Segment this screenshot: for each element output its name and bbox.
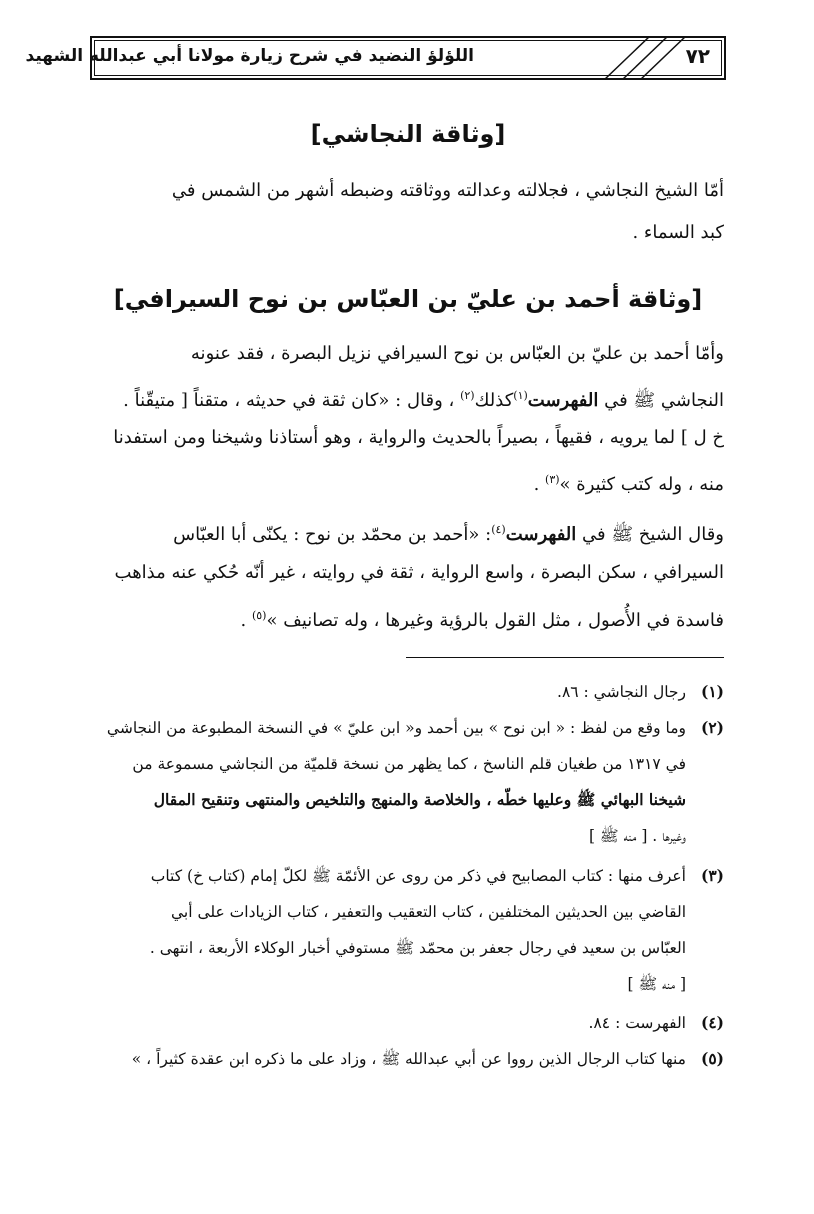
text-run: : «أحمد بن محمّد بن نوح : يكنّى أبا العبّاس	[173, 524, 492, 545]
footnote-2-line: وما وقع من لفظ : « ابن نوح » بين أحمد و« ابن عليّ » في النسخة المطبوعة من النجاشي	[106, 719, 686, 737]
body-line: وأمّا أحمد بن عليّ بن العبّاس بن نوح السيرافي نزيل البصرة ، فقد عنونه	[190, 343, 724, 364]
footnote-3-line: العبّاس بن سعيد في رجال جعفر بن محمّد ﷺ مستوفي أخبار الوكلاء الأربعة ، انتهى .	[149, 939, 686, 957]
header-diagonal-2	[622, 36, 668, 80]
text-run: ، وقال : «كان ثقة في حديثه ، متقناً [ متيقّناً .	[123, 390, 455, 411]
footnote-4-line: الفهرست : ٨٤.	[588, 1014, 686, 1032]
body-line: فاسدة في الأُصول ، مثل القول بالرؤية وغيرها ، وله تصانيف »$^{(٥)}$ .	[240, 609, 724, 631]
footnote-separator	[406, 657, 724, 658]
body-line: خ ل ] لما يرويه ، فقيهاً ، بصيراً بالحديث والرواية ، وهو أستاذنا وشيخنا ومن استفدنا	[113, 427, 724, 448]
footnote-3-line: أعرف منها : كتاب المصابيح في ذكر من روى عن الأئمّة ﷺ لكلّ إمام (كتاب خ) كتاب	[150, 867, 686, 885]
section-heading-sirafi: [وثاقة أحمد بن عليّ بن العبّاس بن نوح السيرافي]	[113, 285, 703, 313]
section-heading-najashi: [وثاقة النجاشي]	[310, 120, 506, 148]
text-run: النجاشي ﷺ في	[604, 390, 724, 411]
body-line: السيرافي ، سكن البصرة ، واسع الرواية ، ثقة في روايته ، غير أنّه حُكي عنه مذاهب	[114, 562, 724, 583]
text-run: وقال الشيخ ﷺ في	[582, 524, 724, 545]
footnote-number-5: (٥)	[700, 1049, 724, 1068]
text-run: منه ، وله كتب كثيرة »	[559, 474, 724, 495]
footnote-2-line: شيخنا البهائي ﷺ وعليها خطّه ، والخلاصة والمنهج والتلخيص والمنتهى وتنقيح المقال	[153, 790, 686, 809]
footnote-number-4: (٤)	[700, 1013, 724, 1032]
body-line	[173, 518, 724, 547]
body-line: منه ، وله كتب كثيرة »$^{(٣)}$ .	[533, 473, 724, 495]
footnote-3-line: [ منه ﷺ ]	[627, 975, 686, 993]
footnote-2-line: في ١٣١٧ من طغيان قلم الناسخ ، كما يظهر من نسخة قلميّة من النجاشي مسموعة من	[132, 755, 686, 773]
footnote-marker-5[interactable]: (٥)	[251, 609, 267, 622]
footnote-5-line: منها كتاب الرجال الذين رووا عن أبي عبدالله ﷺ ، وزاد على ما ذكره ابن عقدة كثيراً ، »	[131, 1050, 686, 1068]
page-number: ٧٢	[685, 44, 710, 68]
footnote-number-3: (٣)	[700, 866, 724, 885]
body-line	[123, 384, 724, 413]
header-book-title: اللؤلؤ النضيد في شرح زيارة مولانا أبي عبدالله الشهيد	[25, 46, 474, 66]
footnote-number-2: (٢)	[700, 718, 724, 737]
footnote-marker-2[interactable]: (٢)	[460, 389, 475, 402]
body-line: كبد السماء .	[632, 222, 724, 243]
footnote-number-1: (١)	[700, 682, 724, 701]
book-title-fihrist: الفهرست	[505, 524, 577, 545]
footnote-1-line: رجال النجاشي : ٨٦.	[557, 683, 686, 701]
footnote-marker-3[interactable]: (٣)	[545, 473, 560, 486]
header-diagonal-3	[640, 36, 686, 80]
body-line: أمّا الشيخ النجاشي ، فجلالته وعدالته ووثاقته وضبطه أشهر من الشمس في	[171, 180, 724, 201]
header-diagonal-1	[604, 36, 650, 80]
text-run: فاسدة في الأُصول ، مثل القول بالرؤية وغيرها ، وله تصانيف »	[266, 610, 724, 631]
footnote-marker-1[interactable]: (١)	[513, 389, 528, 402]
book-title-fihrist: الفهرست	[527, 390, 599, 411]
text-run: كذلك	[474, 390, 514, 411]
footnote-marker-4[interactable]: (٤)	[491, 523, 506, 536]
footnote-3-line: القاضي بين الحديثين المختلفين ، كتاب التعقيب والتعفير ، كتاب الزيادات على أبي	[170, 903, 686, 921]
footnote-2-line: وغيرها . [ منه ﷺ ]	[588, 827, 686, 845]
